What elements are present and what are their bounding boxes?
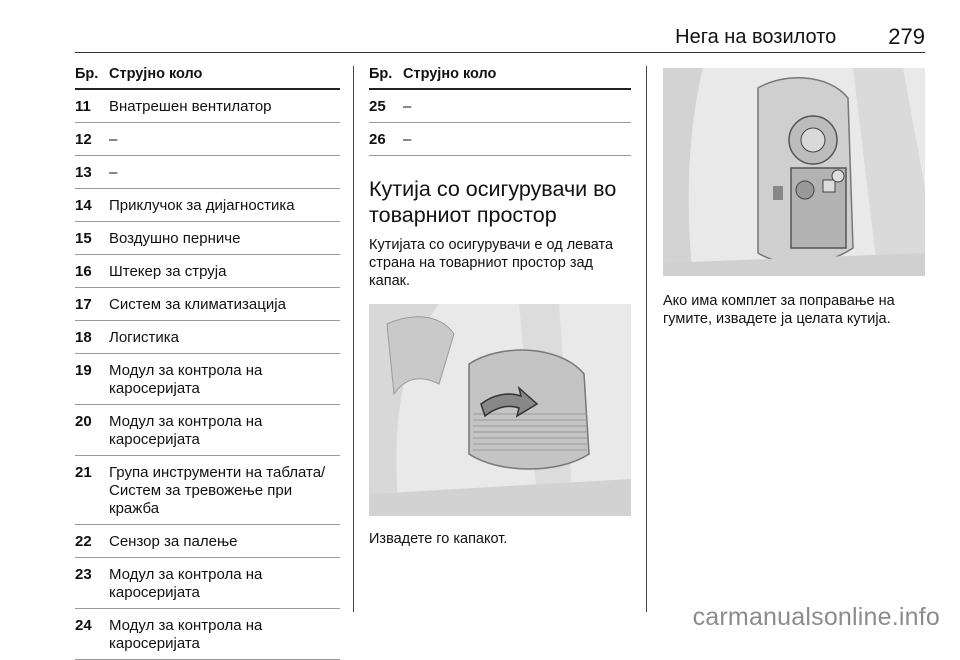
row-number: 15 xyxy=(75,230,92,247)
table-row xyxy=(75,222,340,255)
fuse-table-left xyxy=(75,66,340,660)
row-circuit: Модул за контрола на каросеријата xyxy=(109,566,263,601)
header-circuit: Струјно коло xyxy=(403,66,497,82)
row-circuit: Воздушно перниче xyxy=(109,230,241,247)
table-row xyxy=(75,90,340,123)
page-title: Нега на возилото xyxy=(675,26,837,48)
row-circuit: – xyxy=(403,131,412,148)
row-number: 26 xyxy=(369,131,386,148)
watermark: carmanualsonline.info xyxy=(692,603,940,631)
fuse-box-illustration xyxy=(663,68,925,276)
row-number: 25 xyxy=(369,98,386,115)
row-circuit: Група инструменти на таблата/Систем за тревожење при кражба xyxy=(109,464,326,517)
row-circuit: Модул за контрола на каросеријата xyxy=(109,362,263,397)
header-no: Бр. xyxy=(75,66,99,82)
table-row xyxy=(75,156,340,189)
page-number: 279 xyxy=(888,24,925,49)
column-divider xyxy=(646,66,647,612)
row-circuit: Приклучок за дијагностика xyxy=(109,197,295,214)
row-circuit: Внатрешен вентилатор xyxy=(109,98,272,115)
row-circuit: Модул за контрола на каросеријата xyxy=(109,617,263,652)
row-circuit: Сензор за палење xyxy=(109,533,238,550)
row-number: 20 xyxy=(75,413,92,430)
row-number: 23 xyxy=(75,566,92,583)
row-number: 13 xyxy=(75,164,92,181)
table-header xyxy=(75,66,340,90)
table-row xyxy=(75,123,340,156)
table-row xyxy=(75,189,340,222)
caption-remove-box: Ако има комплет за поправање на гумите, извадете ја целата кутија. xyxy=(663,293,895,327)
cargo-cover-illustration xyxy=(369,304,631,516)
table-row xyxy=(75,288,340,321)
row-number: 14 xyxy=(75,197,92,214)
row-circuit: – xyxy=(109,164,118,181)
row-number: 19 xyxy=(75,362,92,379)
table-row xyxy=(369,123,631,156)
table-row xyxy=(75,609,340,660)
row-number: 11 xyxy=(75,98,91,115)
column-divider xyxy=(353,66,354,612)
row-circuit: – xyxy=(403,98,412,115)
row-number: 12 xyxy=(75,131,92,148)
table-header xyxy=(369,66,631,90)
table-row xyxy=(369,90,631,123)
caption-remove-cover: Извадете го капакот. xyxy=(369,531,508,547)
row-circuit: – xyxy=(109,131,118,148)
page-header xyxy=(75,26,925,53)
table-row xyxy=(75,405,340,456)
row-number: 17 xyxy=(75,296,92,313)
table-row xyxy=(75,321,340,354)
row-circuit: Систем за климатизација xyxy=(109,296,286,313)
row-circuit: Логистика xyxy=(109,329,180,346)
table-row xyxy=(75,525,340,558)
row-number: 22 xyxy=(75,533,92,550)
table-row xyxy=(75,558,340,609)
row-number: 24 xyxy=(75,617,92,634)
section-heading: Кутија со осигурувачи во товарниот простор xyxy=(369,177,617,227)
row-number: 21 xyxy=(75,464,92,481)
row-number: 16 xyxy=(75,263,92,280)
section-intro: Кутијата со осигурувачи е од левата страна на товарниот простор зад капак. xyxy=(369,237,614,289)
header-circuit: Струјно коло xyxy=(109,66,203,82)
row-circuit: Штекер за струја xyxy=(109,263,227,280)
table-row xyxy=(75,354,340,405)
header-no: Бр. xyxy=(369,66,393,82)
right-column xyxy=(663,66,925,328)
table-row xyxy=(75,255,340,288)
row-circuit: Модул за контрола на каросеријата xyxy=(109,413,263,448)
middle-column xyxy=(369,66,631,548)
table-row xyxy=(75,456,340,525)
row-number: 18 xyxy=(75,329,92,346)
